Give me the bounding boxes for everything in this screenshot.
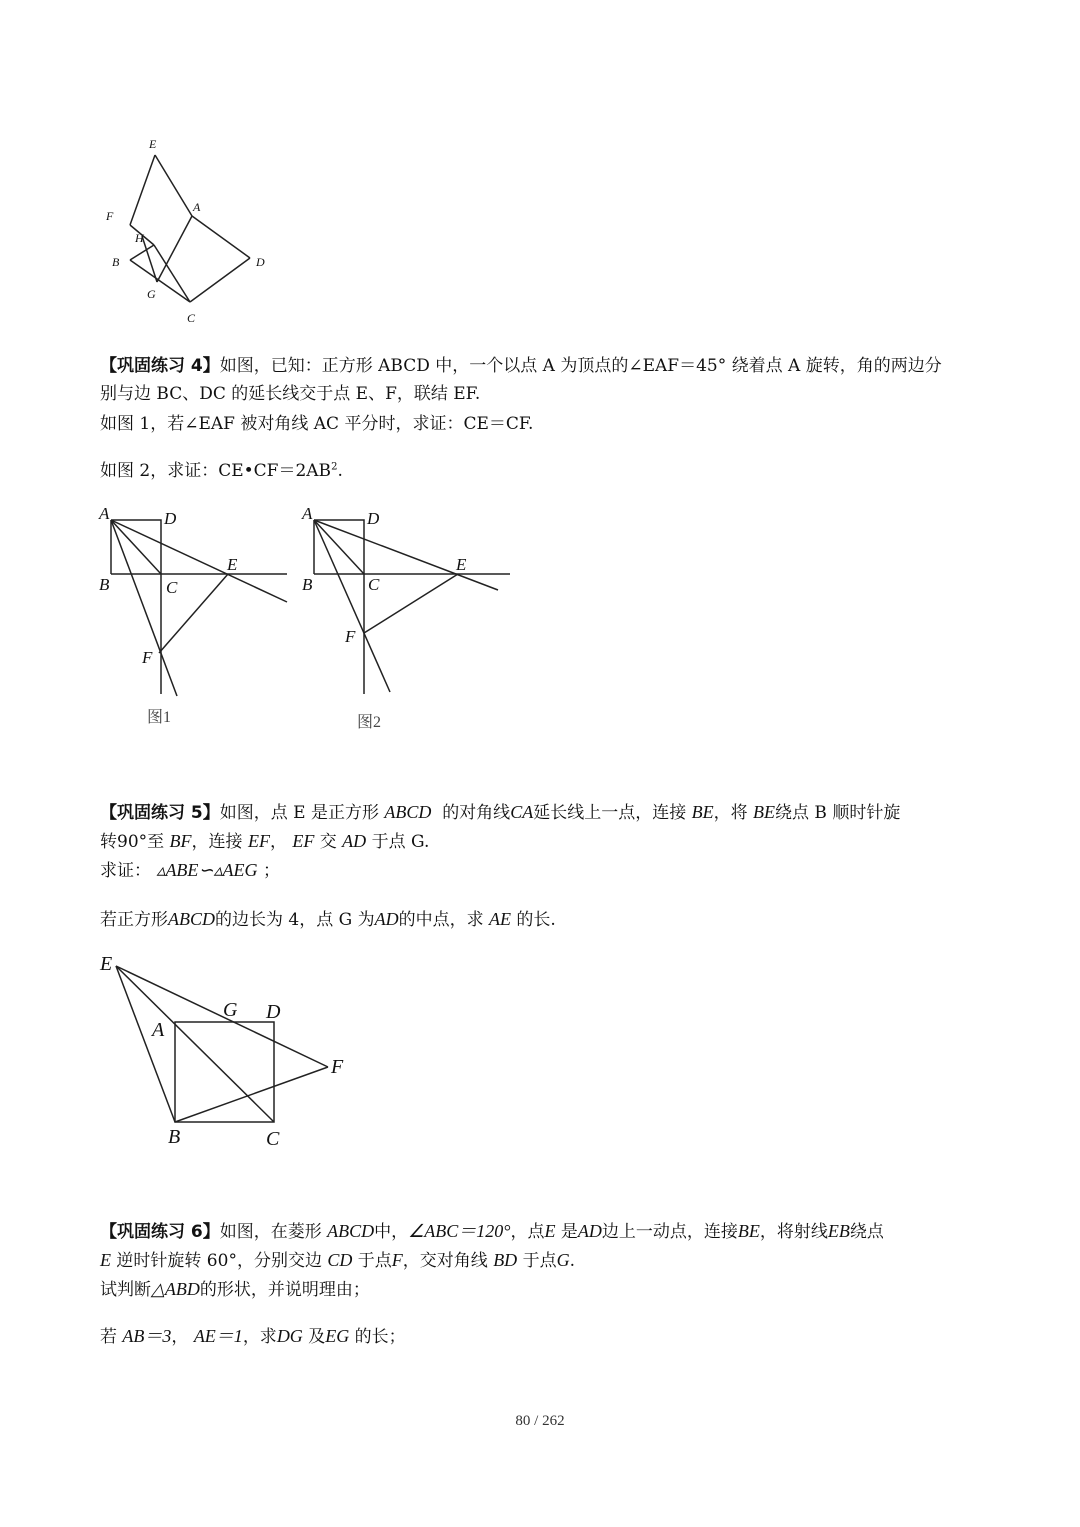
exercise5-line3: 求证： ▵ABE∽▵AEG ； [100,860,280,881]
fig1-label-C: C [166,578,178,597]
fig2-caption: 图2 [357,714,382,731]
label-G: G [147,287,156,301]
exercise4-line2: 别与边 BC、DC 的延长线交于点 E、F，联结 EF. [100,384,481,404]
figure-top [100,130,280,330]
label-D: D [256,255,265,269]
fig5-label-F: F [331,1056,344,1078]
label-F: F [106,209,114,223]
fig1-label-B: B [99,575,110,594]
exercise4-figure2 [298,500,518,735]
fig2-label-A: A [302,504,313,523]
fig2-label-C: C [368,575,380,594]
page-number: 80 / 262 [515,1413,565,1429]
exercise6-line1: 【巩固练习 6】如图，在菱形 ABCD中，∠ABC＝120°，点E 是AD边上一动点，连接BE，将射线EB绕点 [100,1221,884,1242]
exercise4-line4: 如图 2，求证：$CE•CF=2AB^2$. [100,461,343,481]
fig5-label-A: A [152,1019,165,1041]
exercise5-line4: 若正方形ABCD的边长为 4，点 G 为AD的中点，求 AE 的长. [100,909,556,930]
fig1-caption: 图1 [147,709,172,726]
fig5-label-D: D [266,1001,281,1023]
fig5-label-E: E [100,953,113,975]
fig5-label-B: B [168,1126,181,1148]
fig1-label-E: E [227,555,238,574]
label-H: H [135,231,144,245]
fig5-label-C: C [266,1128,280,1150]
exercise5-line1: 【巩固练习 5】如图，点 E 是正方形 ABCD 的对角线CA延长线上一点，连接 BE，将 BE绕点 B 顺时针旋 [100,802,901,823]
exercise4-figure1 [95,500,295,735]
exercise6-line2: E 逆时针旋转 60°，分别交边 CD 于点F，交对角线 BD 于点G. [100,1250,575,1271]
fig1-label-F: F [142,648,153,667]
figure-top-lines [130,155,250,302]
fig1-label-A: A [99,504,110,523]
fig2-label-E: E [456,555,467,574]
fig2-label-D: D [367,509,380,528]
exercise4-line1: 【巩固练习 4】如图，已知：正方形 ABCD 中，一个以点 A 为顶点的∠EAF＝45° 绕着点 A 旋转，角的两边分 [100,356,942,376]
exercise6-line4: 若 AB＝3， AE＝1，求DG 及EG 的长； [100,1326,406,1347]
label-E: E [149,137,157,151]
fig2-label-B: B [302,575,313,594]
exercise4-line3: 如图 1，若∠EAF 被对角线 AC 平分时，求证：CE＝CF. [100,414,534,434]
fig1-label-D: D [164,509,177,528]
exercise5-line2: 转90°至 BF，连接 EF， EF 交 AD 于点 G. [100,831,430,852]
label-C: C [187,311,196,325]
exercise6-line3: 试判断△ABD的形状，并说明理由； [100,1279,370,1300]
exercise5-figure [96,950,366,1155]
fig5-label-G: G [223,999,238,1021]
exercise5-tag: 【巩固练习 5】 [100,803,220,823]
fig2-label-F: F [345,627,356,646]
exercise6-tag: 【巩固练习 6】 [100,1222,220,1242]
label-B: B [112,255,120,269]
exercise4-tag: 【巩固练习 4】 [100,356,220,376]
label-A: A [193,200,201,214]
